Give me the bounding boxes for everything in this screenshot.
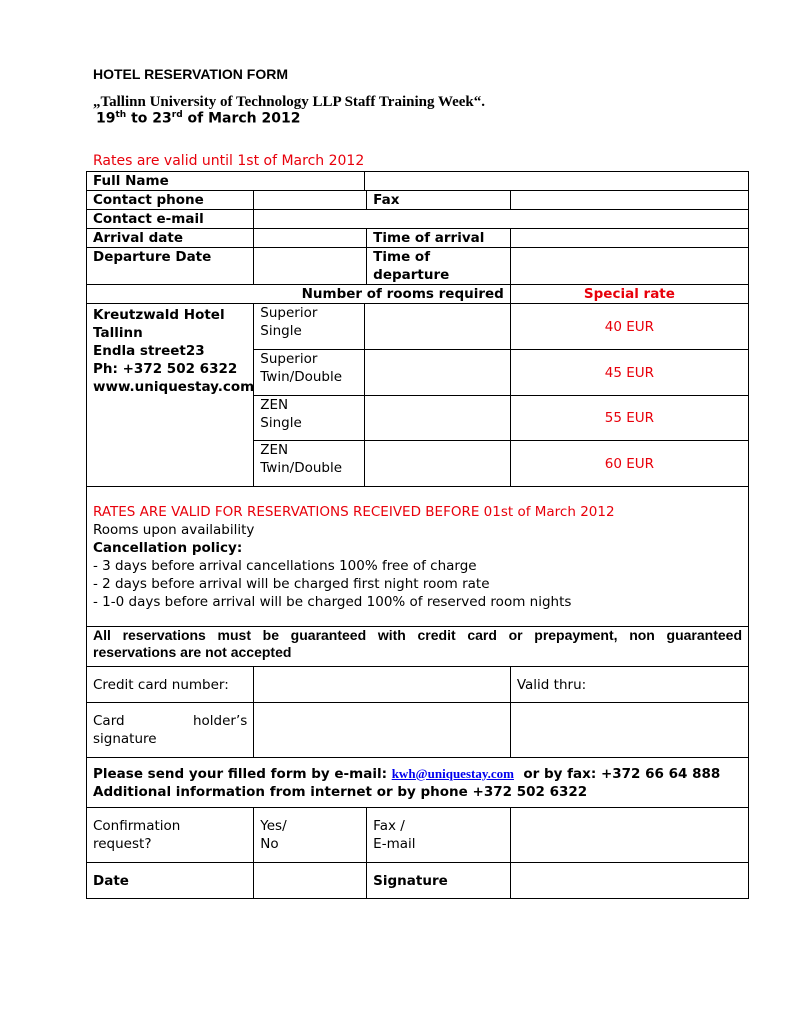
confirmation-field[interactable] — [510, 808, 748, 863]
room-count-field[interactable] — [365, 304, 511, 350]
valid-thru-label: Valid thru: — [510, 667, 748, 703]
room-rate: 60 EUR — [510, 441, 748, 487]
send-line-fax: or by fax: +372 66 64 888 — [523, 765, 721, 782]
date-month: of March 2012 — [187, 110, 301, 127]
cancellation-rule: - 2 days before arrival will be charged first night room rate — [93, 576, 490, 592]
room-type: Superior Twin/Double — [254, 350, 365, 396]
hotel-city: Tallinn — [93, 325, 143, 341]
card-holder-signature-label: Card holder’s signature — [87, 703, 254, 758]
guarantee-notice: All reservations must be guaranteed with credit card or prepayment, non guaranteed reservations are not accepted — [87, 627, 749, 667]
hotel-name: Kreutzwald Hotel — [93, 307, 225, 323]
email-link[interactable]: kwh@uniquestay.com — [391, 765, 514, 781]
time-of-departure-field[interactable] — [510, 248, 748, 285]
send-instructions — [87, 758, 749, 808]
hotel-website: www.uniquestay.com — [93, 379, 255, 395]
room-count-field[interactable] — [365, 350, 511, 396]
time-of-arrival-field[interactable] — [510, 229, 748, 248]
contact-email-label: Contact e-mail — [87, 210, 254, 229]
rooms-required-label: Number of rooms required — [87, 285, 511, 304]
confirmation-fax-email[interactable]: Fax / E-mail — [367, 808, 511, 863]
send-line-prefix: Please send your filled form by e-mail: — [93, 765, 387, 782]
event-name: „Tallinn University of Technology LLP Staff Training Week“. — [93, 94, 486, 110]
full-name-label: Full Name — [87, 172, 365, 191]
arrival-date-label: Arrival date — [87, 229, 254, 248]
fax-field[interactable] — [510, 191, 748, 210]
confirmation-yes-no[interactable]: Yes/ No — [254, 808, 367, 863]
date-to-suffix: rd — [171, 110, 183, 120]
availability-note: Rooms upon availability — [93, 522, 255, 538]
confirmation-label: Confirmation request? — [87, 808, 254, 863]
room-type: Superior Single — [254, 304, 365, 350]
contact-email-field[interactable] — [254, 210, 749, 229]
departure-date-field[interactable] — [254, 248, 367, 285]
card-holder-extra-field[interactable] — [510, 703, 748, 758]
hotel-info — [87, 304, 254, 487]
cancellation-rule: - 3 days before arrival cancellations 100% free of charge — [93, 558, 477, 574]
full-name-field[interactable] — [365, 172, 749, 191]
room-count-field[interactable] — [365, 441, 511, 487]
room-rate: 40 EUR — [510, 304, 748, 350]
hotel-phone: Ph: +372 502 6322 — [93, 361, 238, 377]
hotel-street: Endla street23 — [93, 343, 205, 359]
event-dates — [96, 110, 301, 127]
room-type: ZEN Twin/Double — [254, 441, 365, 487]
room-rate: 55 EUR — [510, 396, 748, 441]
date-to: to 23 — [131, 110, 172, 127]
signature-field[interactable] — [510, 863, 748, 899]
date-from-day: 19 — [96, 110, 116, 127]
fax-label: Fax — [367, 191, 511, 210]
room-rate: 45 EUR — [510, 350, 748, 396]
date-label: Date — [87, 863, 254, 899]
departure-date-label: Departure Date — [87, 248, 254, 285]
form-title: HOTEL RESERVATION FORM — [93, 66, 288, 82]
rates-valid-note: Rates are valid until 1st of March 2012 — [93, 153, 365, 169]
credit-card-field[interactable] — [254, 667, 511, 703]
time-of-arrival-label: Time of arrival — [367, 229, 511, 248]
room-count-field[interactable] — [365, 396, 511, 441]
cancellation-heading: Cancellation policy: — [93, 540, 243, 556]
date-field[interactable] — [254, 863, 367, 899]
cancellation-rule: - 1-0 days before arrival will be charged 100% of reserved room nights — [93, 594, 572, 610]
contact-phone-field[interactable] — [254, 191, 367, 210]
arrival-date-field[interactable] — [254, 229, 367, 248]
policy-heading: RATES ARE VALID FOR RESERVATIONS RECEIVED BEFORE 01st of March 2012 — [93, 504, 615, 520]
signature-label: Signature — [367, 863, 511, 899]
reservation-table — [86, 171, 749, 899]
credit-card-label: Credit card number: — [87, 667, 254, 703]
policy-block — [87, 487, 749, 627]
time-of-departure-label: Time of departure — [367, 248, 511, 285]
special-rate-label: Special rate — [510, 285, 748, 304]
contact-phone-label: Contact phone — [87, 191, 254, 210]
date-from-suffix: th — [115, 110, 127, 120]
card-holder-signature-field[interactable] — [254, 703, 511, 758]
additional-info: Additional information from internet or by phone +372 502 6322 — [93, 783, 588, 800]
room-type: ZEN Single — [254, 396, 365, 441]
